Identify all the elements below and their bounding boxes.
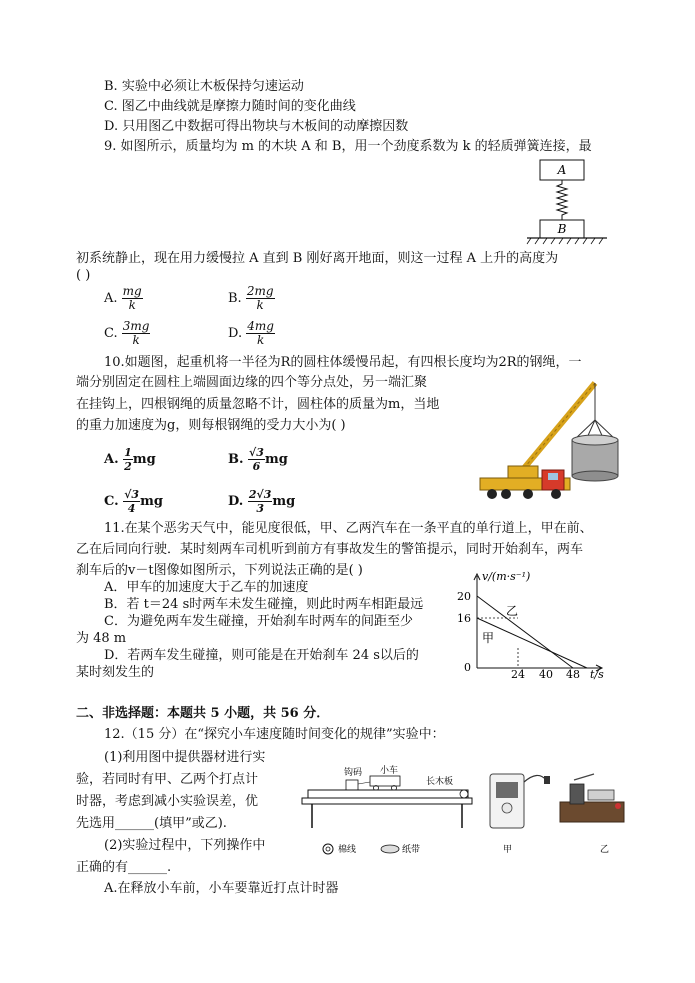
q12-option-a: A.在释放小车前，小车要靠近打点计时器: [104, 881, 339, 896]
q10-option-d: D. $\frac{2√3}{3}$ mg: [228, 488, 296, 515]
q10-option-c: C. $\frac{√3}{4}$ mg: [104, 488, 163, 515]
long-board: [308, 790, 468, 798]
q10-line3: 在挂钩上，四根钢绳的质量忽略不计，圆柱体的质量为m，当地: [76, 397, 440, 412]
q11-line1: 11.在某个恶劣天气中，能见度很低，甲、乙两汽车在一条平直的单行道上，甲在前、: [104, 521, 593, 536]
q10-line2: 端分别固定在圆柱上端圆面边缘的四个等分点处，另一端汇聚: [76, 375, 428, 390]
origin-label: 0: [464, 661, 471, 674]
spring-icon: [557, 180, 567, 220]
jia-label: 甲: [503, 845, 513, 855]
q12-p2-line1: (2)实验过程中，下列操作中: [104, 838, 266, 853]
q10-option-b: B. $\frac{√3}{6}$ mg: [228, 446, 288, 473]
weights-icon: [346, 780, 358, 790]
q9-option-a: A. $\frac{mg}{k}$: [104, 284, 142, 312]
yi-label: 乙: [600, 845, 610, 855]
q10-line4: 的重力加速度为g，则每根钢绳的受力大小为( ): [76, 418, 346, 433]
cart-icon: [370, 776, 400, 786]
q8-option-c: C. 图乙中曲线就是摩擦力随时间的变化曲线: [104, 99, 356, 114]
q9-stem-line1: 9. 如图所示，质量均为 m 的木块 A 和 B，用一个劲度系数为 k 的轻质弹簧连接，最: [104, 139, 592, 154]
gouma-label: 钩码: [344, 768, 363, 778]
q11-option-d-line2: 某时刻发生的: [76, 665, 155, 680]
q11-line2: 乙在后同向行驶．某时刻两车司机听到前方有事故发生的警笛提示，同时开始刹车，两车: [76, 542, 584, 557]
q11-option-c-line2: 为 48 m: [76, 631, 127, 646]
q9-bracket: ( ): [76, 268, 91, 283]
mianxian-label: 棉线: [338, 845, 357, 855]
x-tick-40: 40: [539, 668, 553, 680]
q9-option-c: C. $\frac{3mg}{k}$: [104, 319, 150, 347]
paper-tape-icon: [381, 845, 399, 853]
changmuban-label: 长木板: [426, 777, 454, 787]
q11-option-d-line1: D．若两车发生碰撞，则可能是在开始刹车 24 s以后的: [104, 648, 419, 663]
zhidai-label: 纸带: [402, 845, 421, 855]
series-yi-label: 乙: [506, 604, 519, 618]
x-tick-24: 24: [511, 668, 525, 680]
timer-yi-icon: [560, 802, 624, 822]
x-axis-label: t/s: [590, 668, 604, 680]
q12-p1-line1: (1)利用图中提供器材进行实: [104, 750, 266, 765]
wheel-icon: [487, 489, 497, 499]
ground-hatch: [527, 238, 603, 244]
q11-option-a: A．甲车的加速度大于乙车的加速度: [104, 580, 309, 595]
q12-line1: 12.（15 分）在“探究小车速度随时间变化的规律”实验中：: [104, 727, 445, 742]
q11-option-c-line1: C．为避免两车发生碰撞，开始刹车时两车的间距至少: [104, 614, 413, 629]
block-a-label: A: [557, 163, 567, 177]
y-tick-20: 20: [457, 590, 471, 603]
q9-option-d: D. $\frac{4mg}{k}$: [228, 319, 274, 347]
q11-line3: 刹车后的v－t图像如图所示，下列说法正确的是( ): [76, 563, 363, 578]
crane-illustration: [470, 378, 620, 513]
q12-apparatus-figure: [298, 762, 673, 862]
xiaoche-label: 小车: [380, 766, 399, 776]
q8-option-b: B. 实验中必须让木板保持匀速运动: [104, 79, 304, 94]
cotton-thread-icon: [323, 844, 333, 854]
section-2-title: 二、非选择题：本题共 5 小题，共 56 分．: [76, 706, 330, 721]
series-jia-label: 甲: [482, 631, 495, 645]
vt-graph: [452, 570, 612, 680]
q10-line1: 10.如题图，起重机将一半径为R的圆柱体缓慢吊起，有四根长度均为2R的钢绳，一: [104, 355, 582, 370]
y-axis-label: v/(m·s⁻¹): [482, 570, 531, 583]
q11-option-b: B．若 t＝24 s时两车未发生碰撞，则此时两车相距最远: [104, 597, 424, 612]
q12-p1-line4: 先选用______(填甲”或乙).: [76, 816, 227, 831]
q12-p1-line2: 验，若同时有甲、乙两个打点计: [76, 772, 259, 787]
q12-p1-line3: 时器，考虑到减小实验误差，优: [76, 794, 259, 809]
pulley-icon: [460, 790, 468, 798]
q9-spring-blocks-figure: [525, 158, 635, 248]
q9-option-b: B. $\frac{2mg}{k}$: [228, 284, 274, 312]
q8-option-d: D. 只用图乙中数据可得出物块与木板间的动摩擦因数: [104, 119, 409, 134]
block-b-label: B: [557, 222, 567, 236]
q12-p2-line2: 正确的有______.: [76, 860, 172, 875]
q10-option-a: A. $\frac{1}{2}$ mg: [104, 446, 156, 473]
y-tick-16: 16: [457, 612, 471, 625]
q9-stem-line2: 初系统静止，现在用力缓慢拉 A 直到 B 刚好离开地面，则这一过程 A 上升的高度为: [76, 251, 559, 266]
x-tick-48: 48: [566, 668, 580, 680]
